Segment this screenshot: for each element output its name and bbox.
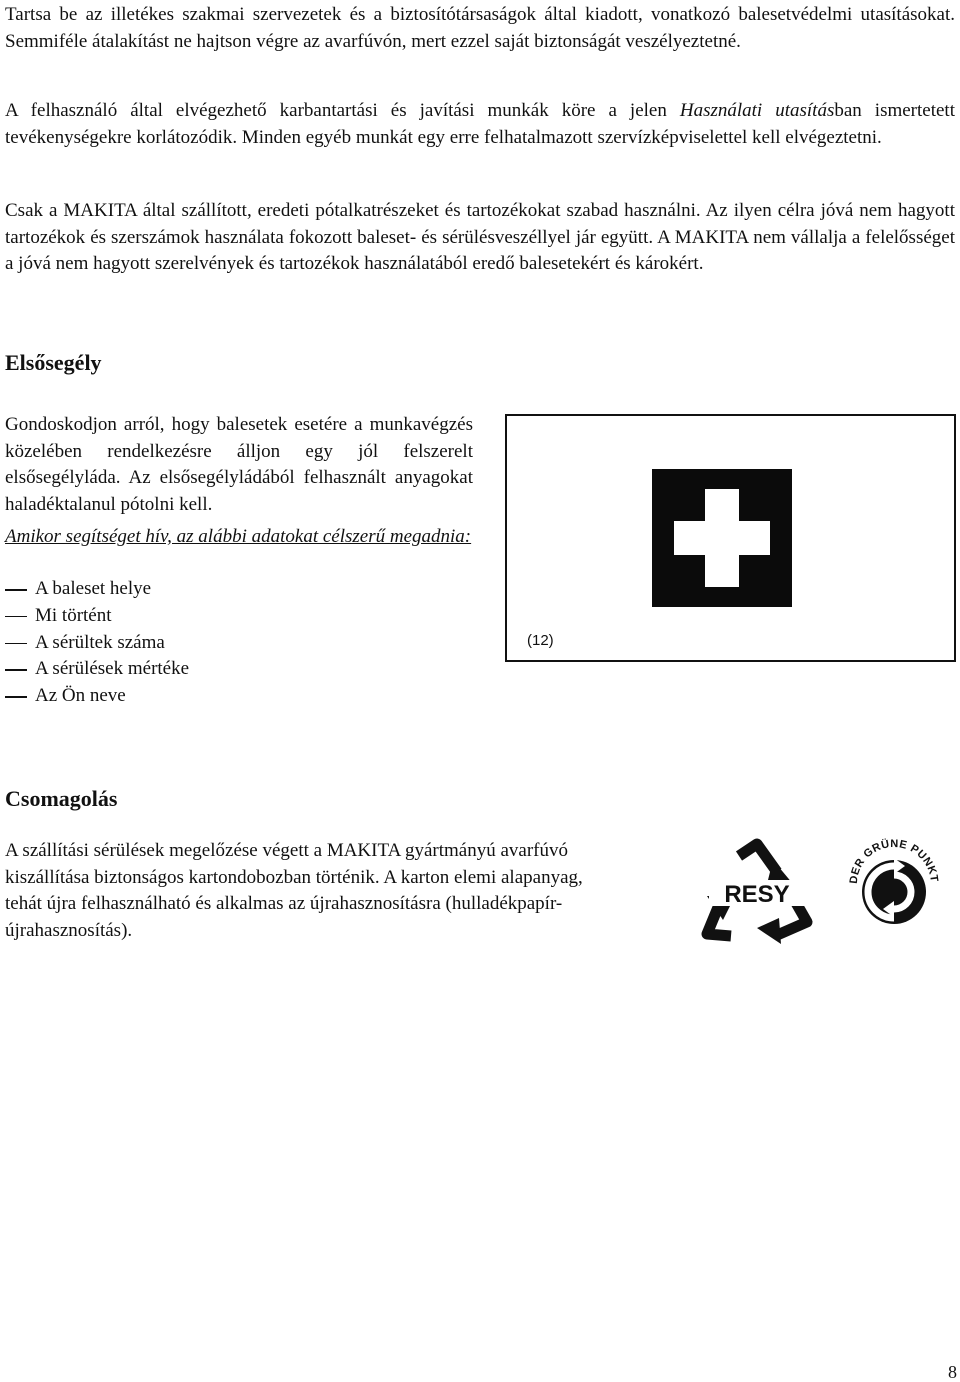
list-item: Mi történt xyxy=(5,603,189,630)
dash-bullet-icon xyxy=(5,589,27,591)
paragraph-safety-rules: Tartsa be az illetékes szakmai szervezetek és a biztosítótársaságok által kiadott, vonatkozó balesetvédelmi utasításokat. Semmiféle átalakítást ne hajtson végre az avarfúvón, mert ezzel saját biztonságát veszélyeztetné. xyxy=(5,4,955,52)
paragraph-maintenance-end: ban ismertetett tevékenységekre korlátozódik. Minden egyéb munkát egy erre felhatalmazott szervízképviselettel kell elvégeztetni. xyxy=(5,100,955,148)
first-aid-text: Gondoskodjon arról, hogy balesetek esetére a munkavégzés közelében rendelkezésre álljon egy jól felszerelt elsősegélyláda. Az elsősegélyládából felhasznált anyagokat haladéktalanul pótolni kell. xyxy=(5,414,473,515)
paragraph-maintenance xyxy=(5,98,955,151)
first-aid-figure xyxy=(505,414,956,662)
call-help-title: Amikor segítséget hív, az alábbi adatokat célszerű megadnia: xyxy=(5,526,472,547)
dash-bullet-icon xyxy=(5,669,27,671)
recycle-resy-icon xyxy=(695,836,819,948)
list-item: A sérülések mértéke xyxy=(5,656,189,683)
list-item: A baleset helye xyxy=(5,576,189,603)
dash-bullet-icon xyxy=(5,696,27,698)
paragraph-maintenance-start: A felhasználó által elvégezhető karbantartási és javítási munkák köre a jelen xyxy=(5,100,680,121)
first-aid-cross-icon xyxy=(652,469,792,607)
dash-bullet-icon xyxy=(5,643,27,645)
list-item: Az Ön neve xyxy=(5,683,189,710)
list-item: A sérültek száma xyxy=(5,630,189,657)
manual-title-italic: Használati utasítás xyxy=(679,100,835,121)
packaging-text: A szállítási sérülések megelőzése végett a MAKITA gyártmányú avarfúvó kiszállítása biztonságos kartondobozban történik. A karton elemi alapanyag, tehát újra felhasználható és alkalmas az újrahasznosításra (hulladékpapír-újrahasznosítás). xyxy=(5,840,583,941)
call-help-list xyxy=(5,576,189,710)
heading-packaging: Csomagolás xyxy=(5,786,118,811)
figure-label: (12) xyxy=(527,632,554,649)
page-number: 8 xyxy=(948,1362,957,1382)
green-dot-logo-text: DER GRÜNE PUNKT xyxy=(847,837,941,885)
recycle-logo-text: RESY xyxy=(724,881,790,908)
green-dot-icon xyxy=(843,826,945,934)
heading-first-aid: Elsősegély xyxy=(5,350,102,375)
paragraph-original-parts: Csak a MAKITA által szállított, eredeti pótalkatrészeket és tartozékokat szabad használni. Az ilyen célra jóvá nem hagyott tartozékok és szerszámok használata fokozott baleset- és sérülésveszéllyel jár együtt. A MAKITA nem vállalja a felelősséget a jóvá nem hagyott szerelvények és tartozékok használatából eredő balesetekért és károkért. xyxy=(5,200,955,274)
dash-bullet-icon xyxy=(5,616,27,618)
